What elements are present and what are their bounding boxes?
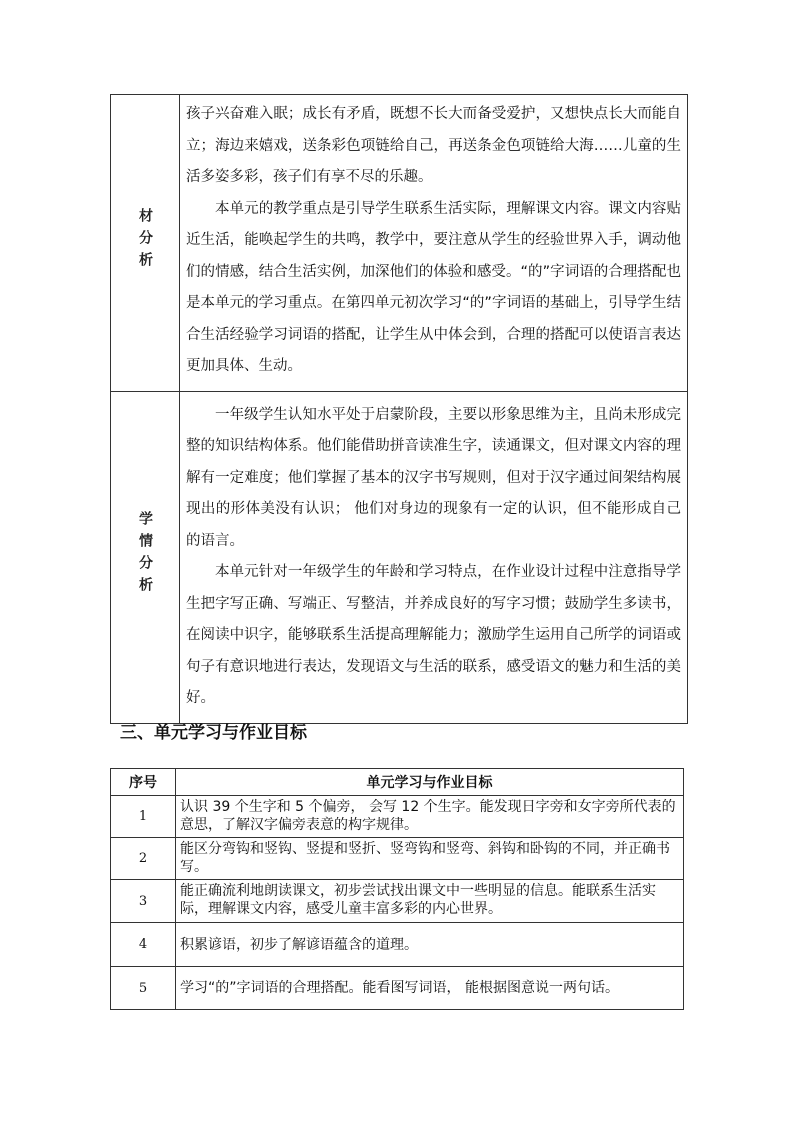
goals-table [110,768,684,1010]
column-header-number: 序号 [111,769,176,796]
material-analysis-paragraph: 本单元的教学重点是引导学生联系生活实际，理解课文内容。课文内容贴近生活，能唤起学生的共鸣，教学中，要注意从学生的经验世界入手，调动他们的情感，结合生活实例，加深他们的体验和感受。“的”字词语的合理搭配也是本单元的学习重点。在第四单元初次学习“的”字词语的基础上，引导学生结合生活经验学习词语的搭配，让学生从中体会到，合理的搭配可以使语言表达更加具体、生动。 [186,200,681,374]
student-analysis-label: 学情分析 [137,511,153,599]
material-analysis-label-cell [111,95,180,392]
goal-number: 1 [111,796,176,838]
goal-text: 积累谚语，初步了解谚语蕴含的道理。 [176,923,684,967]
column-header-goal: 单元学习与作业目标 [176,769,684,796]
goal-text: 学习“的”字词语的合理搭配。能看图写词语， 能根据图意说一两句话。 [176,967,684,1010]
goal-text: 认识 39 个生字和 5 个偏旁， 会写 12 个生字。能发现日字旁和女字旁所代表的意思，了解汉字偏旁表意的构字规律。 [176,796,684,838]
table-row [111,880,684,923]
student-analysis-paragraph: 本单元针对一年级学生的年龄和学习特点，在作业设计过程中注意指导学生把字写正确、写端正、写整洁，并养成良好的写字习惯；鼓励学生多读书，在阅读中识字，能够联系生活提高理解能力；激励学生运用自己所学的词语或句子有意识地进行表达，发现语文与生活的联系，感受语文的魅力和生活的美好。 [186,564,681,706]
goal-text: 能区分弯钩和竖钩、竖提和竖折、竖弯钩和竖弯、斜钩和卧钩的不同，并正确书写。 [176,838,684,880]
material-analysis-row [111,95,688,392]
goal-number: 2 [111,838,176,880]
goal-number: 4 [111,923,176,967]
goal-number: 5 [111,967,176,1010]
student-analysis-label-cell [111,391,180,723]
analysis-table [110,94,688,724]
student-analysis-row [111,391,688,723]
table-row [111,967,684,1010]
table-row [111,796,684,838]
table-row [111,838,684,880]
section-title: 三、单元学习与作业目标 [120,723,307,743]
material-analysis-paragraph: 孩子兴奋难入眠；成长有矛盾，既想不长大而备受爱护，又想快点长大而能自立；海边来嬉戏，送条彩色项链给自己，再送条金色项链给大海……儿童的生活多姿多彩，孩子们有享不尽的乐趣。 [186,106,681,185]
goal-text: 能正确流利地朗读课文，初步尝试找出课文中一些明显的信息。能联系生活实际，理解课文内容，感受儿童丰富多彩的内心世界。 [176,880,684,923]
student-analysis-paragraph: 一年级学生认知水平处于启蒙阶段，主要以形象思维为主，且尚未形成完整的知识结构体系。他们能借助拼音读准生字，读通课文，但对课文内容的理解有一定难度；他们掌握了基本的汉字书写规则，但对于汉字通过间架结构展现出的形体美没有认识； 他们对身边的现象有一定的认识，但不能形成自己的语言。 [186,406,681,549]
material-analysis-label: 材分析 [137,207,153,274]
material-analysis-content [180,95,688,392]
goals-header-row [111,769,684,796]
goal-number: 3 [111,880,176,923]
table-row [111,923,684,967]
student-analysis-content [180,391,688,723]
